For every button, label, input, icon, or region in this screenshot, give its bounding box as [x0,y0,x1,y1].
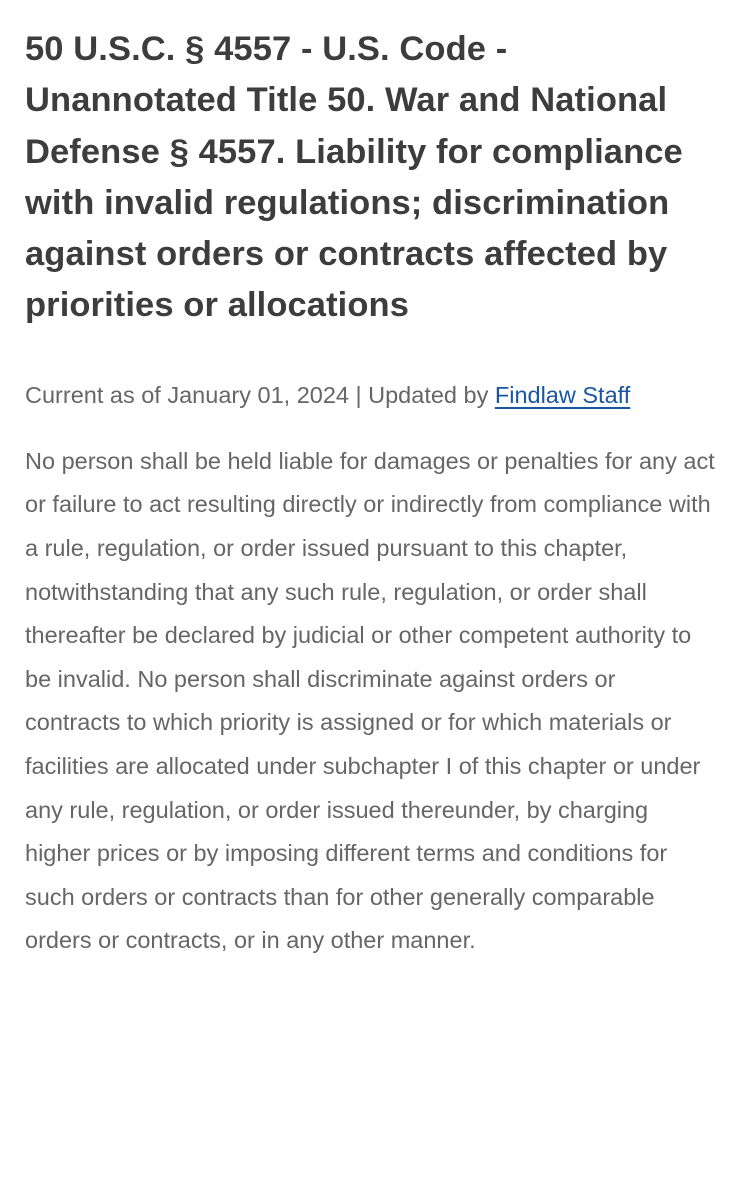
meta-updated-text: Current as of January 01, 2024 | Updated by [25,381,495,408]
article-meta [25,374,715,416]
author-link[interactable]: Findlaw Staff [494,381,631,408]
statute-text: No person shall be held liable for damages or penalties for any act or failure to act resulting directly or indirectly from compliance with a rule, regulation, or order issued pursuant to this chapter, notwithstanding that any such rule, regulation, or order shall thereafter be declared by judicial or other competent authority to be invalid. No person shall discriminate against orders or contracts to which priority is assigned or for which materials or facilities are allocated under subchapter I of this chapter or under any rule, regulation, or order issued thereunder, by charging higher prices or by imposing different terms and conditions for such orders or contracts than for other generally comparable orders or contracts, or in any other manner. [25,447,715,954]
article-container [25,24,715,963]
page-title: 50 U.S.C. § 4557 - U.S. Code - Unannotated Title 50. War and National Defense § 4557. Liability for compliance with invalid regulations; discrimination against orders or contracts affected by priorities or allocations [25,30,683,325]
